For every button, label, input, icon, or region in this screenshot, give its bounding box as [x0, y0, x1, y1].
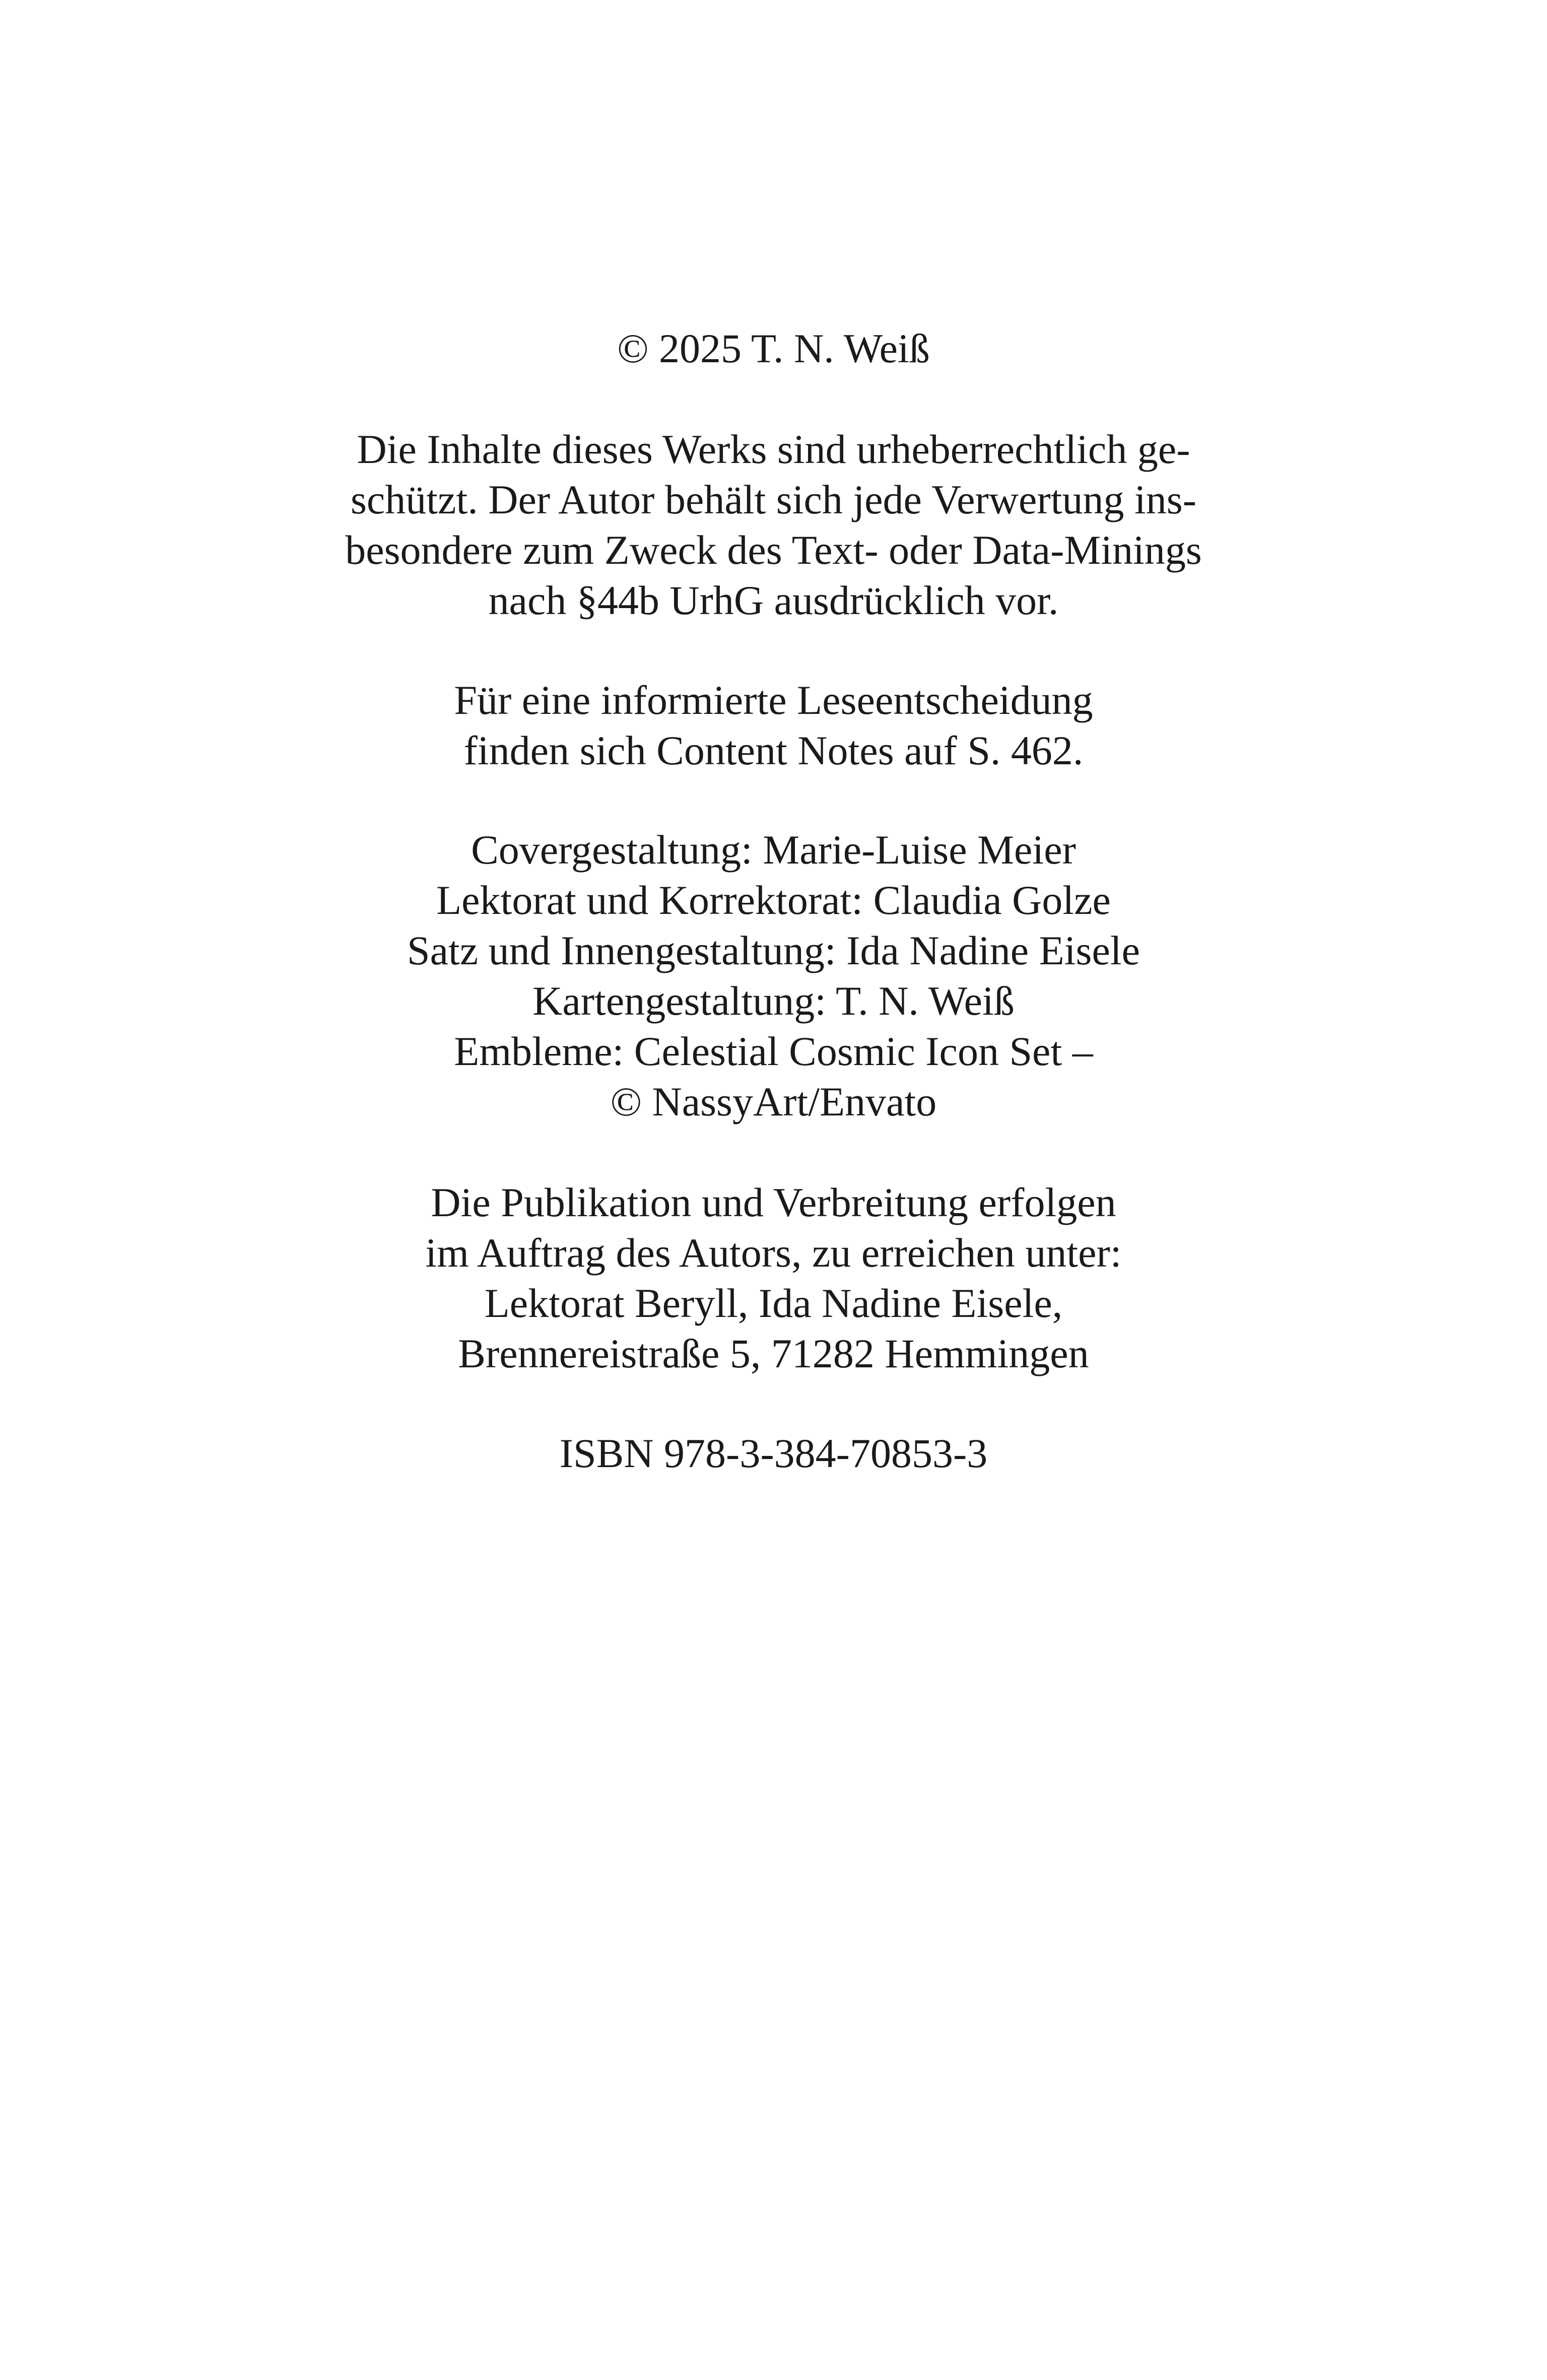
credits-list	[0, 825, 1547, 1127]
publisher-name: Lektorat Beryll, Ida Nadine Eisele,	[484, 1280, 1063, 1326]
content-notes-line: Für eine informierte Leseentscheidung	[454, 677, 1093, 723]
copyright-notice	[0, 323, 1547, 374]
rights-line: nach §44b UrhG ausdrücklich vor.	[488, 577, 1059, 623]
publisher-info	[0, 1177, 1547, 1379]
copyright-line: © 2025 T. N. Weiß	[617, 325, 930, 371]
rights-notice	[0, 424, 1547, 626]
publisher-line: Die Publikation und Verbreitung erfolgen	[431, 1179, 1116, 1225]
isbn	[0, 1428, 1547, 1479]
rights-line: Die Inhalte dieses Werks sind urheberrechtlich ge-	[357, 426, 1190, 472]
publisher-address: Brennereistraße 5, 71282 Hemmingen	[458, 1331, 1089, 1376]
credit-maps: Kartengestaltung: T. N. Weiß	[532, 978, 1015, 1024]
publisher-line: im Auftrag des Autors, zu erreichen unter:	[425, 1230, 1122, 1276]
credit-editing: Lektorat und Korrektorat: Claudia Golze	[436, 877, 1111, 923]
rights-line: besondere zum Zweck des Text- oder Data-Minings	[345, 527, 1202, 573]
credit-typesetting: Satz und Innengestaltung: Ida Nadine Eisele	[407, 928, 1140, 973]
rights-line: schützt. Der Autor behält sich jede Verwertung ins-	[350, 477, 1197, 522]
credit-emblems: Embleme: Celestial Cosmic Icon Set –	[454, 1028, 1093, 1074]
credit-cover: Covergestaltung: Marie-Luise Meier	[471, 827, 1076, 873]
content-notes-hint	[0, 675, 1547, 776]
isbn-number: ISBN 978-3-384-70853-3	[559, 1430, 988, 1476]
content-notes-line: finden sich Content Notes auf S. 462.	[463, 728, 1084, 773]
credit-emblems-copyright: © NassyArt/Envato	[610, 1079, 937, 1125]
